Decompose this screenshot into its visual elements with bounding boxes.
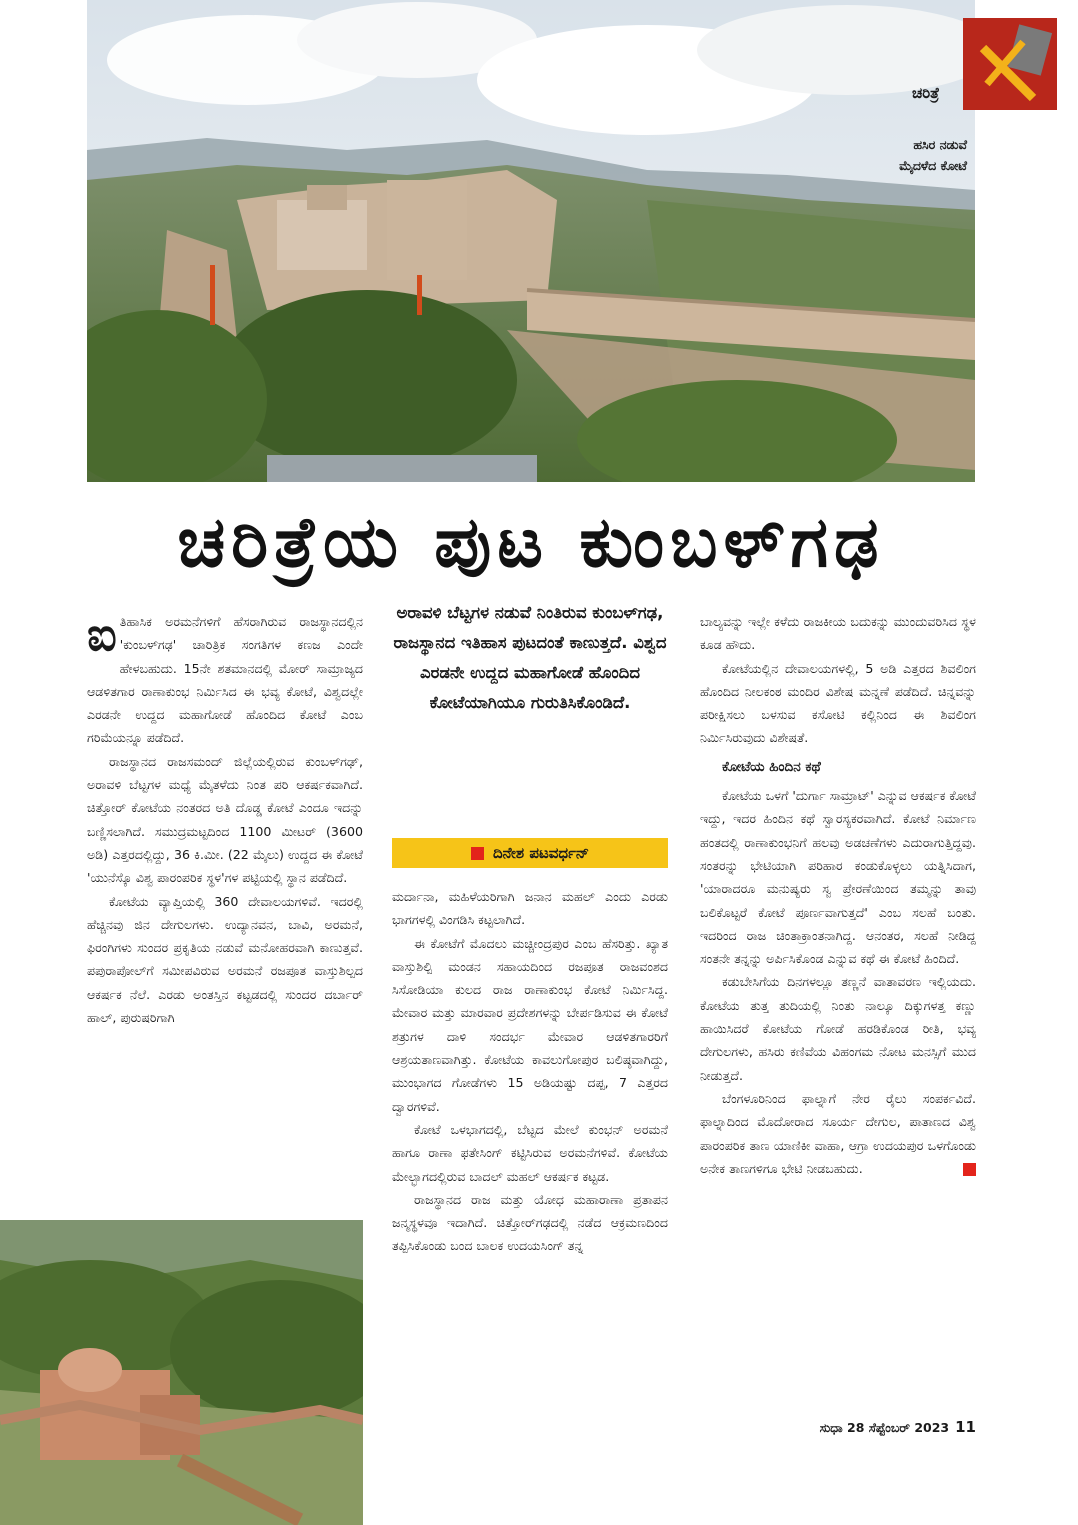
issue-info: ಸುಧಾ 28 ಸೆಪ್ಟೆಂಬರ್ 2023 [819, 1420, 950, 1435]
photo-caption-line: ಹಸಿರ ನಡುವೆ [913, 137, 967, 152]
fort-aerial-illustration [0, 1220, 363, 1525]
end-of-article-icon [963, 1163, 976, 1176]
author-byline [392, 838, 668, 868]
article-paragraph: ಕೋಟೆಯಲ್ಲಿನ ದೇವಾಲಯಗಳಲ್ಲಿ, 5 ಅಡಿ ಎತ್ತರದ ಶಿವಲಿಂಗ ಹೊಂದಿದ ನೀಲಕಂಠ ಮಂದಿರ ವಿಶೇಷ ಮನ್ನಣೆ ಪಡೆದಿದೆ. ಚಿನ್ನವನ್ನು ಪರೀಕ್ಷಿಸಲು ಬಳಸುವ ಕಸೋಟಿ ಕಲ್ಲಿನಿಂದ ಈ ಶಿವಲಿಂಗ ನಿರ್ಮಿಸಿರುವುದು ವಿಶೇಷತೆ. [700, 660, 976, 746]
photo-caption-line: ಮೈದಳೆದ ಕೋಟೆ [899, 158, 967, 173]
red-square-icon [471, 847, 484, 860]
history-emblem-icon [963, 18, 1057, 110]
author-name: ದಿನೇಶ ಪಟವರ್ಧನ್ [492, 844, 590, 862]
article-column-1 [87, 607, 363, 1029]
fort-aerial-photo [0, 1220, 363, 1525]
page-number: 11 [955, 1418, 976, 1436]
article-paragraph: ಕಡುಬೇಸಿಗೆಯ ದಿನಗಳಲ್ಲೂ ತಣ್ಣನೆ ವಾತಾವರಣ ಇಲ್ಲಿಯದು. ಕೋಟೆಯ ತುತ್ತ ತುದಿಯಲ್ಲಿ ನಿಂತು ನಾಲ್ಕೂ ದಿಕ್ಕುಗಳತ್ತ ಕಣ್ಣು ಹಾಯಿಸಿದರೆ ಕೋಟೆಯ ಗೋಡೆ ಹರಡಿಕೊಂಡ ರೀತಿ, ಭವ್ಯ ದೇಗುಲಗಳು, ಹಸಿರು ಕಣಿವೆಯ ವಿಹಂಗಮ ನೋಟ ಮನಸ್ಸಿಗೆ ಮುದ ನೀಡುತ್ತದೆ. [700, 974, 976, 1083]
article-paragraph: ಬಾಲ್ಯವನ್ನು ಇಲ್ಲೇ ಕಳೆದು ರಾಜಕೀಯ ಬದುಕನ್ನು ಮುಂದುವರಿಸಿದ ಸ್ಥಳ ಕೂಡ ಹೌದು. [700, 614, 976, 653]
hero-photo [87, 0, 975, 482]
article-paragraph: ಕೋಟೆಯ ಒಳಗೆ 'ದುರ್ಗಾ ಸಾಮ್ರಾಟ್' ಎನ್ನುವ ಆಕರ್ಷಕ ಕೋಟೆ ಇದ್ದು, ಇದರ ಹಿಂದಿನ ಕಥೆ ಸ್ವಾರಸ್ಯಕರವಾಗಿದೆ. ಕೋಟೆ ನಿರ್ಮಾಣ ಹಂತದಲ್ಲಿ ರಾಣಾಕುಂಭನಿಗೆ ಹಲವು ಅಡಚಣೆಗಳು ಎದುರಾಗುತ್ತಿದ್ದವು. ಸಂತರನ್ನು ಭೇಟಿಯಾಗಿ ಪರಿಹಾರ ಕಂಡುಕೊಳ್ಳಲು ಯತ್ನಿಸಿದಾಗ, 'ಯಾರಾದರೂ ಮನುಷ್ಯರು ಸ್ವ ಪ್ರೇರಣೆಯಿಂದ ತಮ್ಮನ್ನು ತಾವು ಬಲಿಕೊಟ್ಟರೆ ಕೋಟೆ ಪೂರ್ಣವಾಗುತ್ತದೆ' ಎಂಬ ಸಲಹೆ ಬಂತು. ಇದರಿಂದ ರಾಜ ಚಿಂತಾಕ್ರಾಂತನಾಗಿದ್ದ. ಆನಂತರ, ಸಲಹೆ ನೀಡಿದ್ದ ಸಂತನೇ ತನ್ನನ್ನು ಅರ್ಪಿಸಿಕೊಂಡ ಎನ್ನುವ ಕಥೆ ಈ ಕೋಟೆ ಹಿಂದಿದೆ. [700, 788, 976, 967]
article-paragraph: ಕೋಟೆಯ ವ್ಯಾಪ್ತಿಯಲ್ಲಿ 360 ದೇವಾಲಯಗಳಿವೆ. ಇದರಲ್ಲಿ ಹೆಚ್ಚಿನವು ಜಿನ ದೇಗುಲಗಳು. ಉದ್ಯಾನವನ, ಬಾವಿ, ಅರಮನೆ, ಫಿರಂಗಿಗಳು ಸುಂದರ ಪ್ರಕೃತಿಯ ನಡುವೆ ಮನೋಹರವಾಗಿ ಕಾಣುತ್ತವೆ. ಪಪುರಾಪೋಲ್‌ಗೆ ಸಮೀಪವಿರುವ ಅರಮನೆ ರಜಪೂತ ವಾಸ್ತುಶಿಲ್ಪದ ಆಕರ್ಷಕ ನೆಲೆ. ಎರಡು ಅಂತಸ್ತಿನ ಕಟ್ಟಡದಲ್ಲಿ ಸುಂದರ ದರ್ಬಾರ್ ಹಾಲ್, ಪುರುಷರಿಗಾಗಿ [87, 893, 363, 1026]
article-column-2 [392, 885, 668, 1258]
article-paragraph: ಐತಿಹಾಸಿಕ ಅರಮನೆಗಳಿಗೆ ಹೆಸರಾಗಿರುವ ರಾಜಸ್ಥಾನದಲ್ಲಿನ 'ಕುಂಬಳ್‌ಗಢ' ಚಾರಿತ್ರಿಕ ಸಂಗತಿಗಳ ಕಣಜ ಎಂದೇ ಹೇಳಬಹುದು. 15ನೇ ಶತಮಾನದಲ್ಲಿ ಮೋರ್ ಸಾಮ್ರಾಜ್ಯದ ಆಡಳಿತಗಾರ ರಾಣಾಕುಂಭ ನಿರ್ಮಿಸಿದ ಈ ಭವ್ಯ ಕೋಟೆ, ವಿಶ್ವದಲ್ಲೇ ಎರಡನೇ ಉದ್ದದ ಮಹಾಗೋಡೆ ಹೊಂದಿದ ಕೋಟೆ ಎಂಬ ಗರಿಮೆಯನ್ನೂ ಪಡೆದಿದೆ. [87, 607, 363, 746]
drop-cap: ಐ [87, 607, 117, 661]
article-paragraph: ರಾಜಸ್ಥಾನದ ರಾಜಸಮಂದ್ ಜಿಲ್ಲೆಯಲ್ಲಿರುವ ಕುಂಬಳ್‌ಗಢ್, ಅರಾವಳಿ ಬೆಟ್ಟಗಳ ಮಧ್ಯೆ ಮೈತಳೆದು ನಿಂತ ಪರಿ ಆಕರ್ಷಕವಾಗಿದೆ. ಚಿತ್ತೋರ್ ಕೋಟೆಯ ನಂತರದ ಅತಿ ದೊಡ್ಡ ಕೋಟೆ ಎಂದೂ ಇದನ್ನು ಬಣ್ಣಿಸಲಾಗಿದೆ. ಸಮುದ್ರಮಟ್ಟದಿಂದ 1100 ಮೀಟರ್ (3600 ಅಡಿ) ಎತ್ತರದಲ್ಲಿದ್ದು, 36 ಕಿ.ಮೀ. (22 ಮೈಲು) ಉದ್ದದ ಈ ಕೋಟೆ 'ಯುನೆಸ್ಕೊ ವಿಶ್ವ ಪಾರಂಪರಿಕ ಸ್ಥಳ'ಗಳ ಪಟ್ಟಿಯಲ್ಲಿ ಸ್ಥಾನ ಪಡೆದಿದೆ. [87, 753, 363, 886]
photo-caption [862, 134, 967, 176]
headline: ಚರಿತ್ರೆಯ ಪುಟ ಕುಂಬಳ್‌ಗಢ [177, 501, 885, 583]
article-paragraph: ಕೋಟೆ ಒಳಭಾಗದಲ್ಲಿ, ಬೆಟ್ಟದ ಮೇಲೆ ಕುಂಭನ್ ಅರಮನೆ ಹಾಗೂ ರಾಣಾ ಫತೇಸಿಂಗ್ ಕಟ್ಟಿಸಿರುವ ಅರಮನೆಗಳಿವೆ. ಕೋಟೆಯ ಮೇಲ್ಭಾಗದಲ್ಲಿರುವ ಬಾದಲ್ ಮಹಲ್ ಆಕರ್ಷಕ ಕಟ್ಟಡ. [392, 1121, 668, 1184]
article-paragraph: ಮರ್ದಾನಾ, ಮಹಿಳೆಯರಿಗಾಗಿ ಜನಾನ ಮಹಲ್ ಎಂದು ಎರಡು ಭಾಗಗಳಲ್ಲಿ ವಿಂಗಡಿಸಿ ಕಟ್ಟಲಾಗಿದೆ. [392, 889, 668, 928]
section-badge [963, 18, 1057, 110]
fort-landscape-illustration [87, 0, 975, 482]
section-label: ಚರಿತ್ರೆ [912, 84, 940, 102]
article-paragraph: ರಾಜಸ್ಥಾನದ ರಾಜ ಮತ್ತು ಯೋಧ ಮಹಾರಾಣಾ ಪ್ರತಾಪನ ಜನ್ಮಸ್ಥಳವೂ ಇದಾಗಿದೆ. ಚಿತ್ತೋರ್‌ಗಢದಲ್ಲಿ ನಡೆದ ಆಕ್ರಮಣದಿಂದ ತಪ್ಪಿಸಿಕೊಂಡು ಬಂದ ಬಾಲಕ ಉದಯಸಿಂಗ್ ತನ್ನ [392, 1191, 668, 1254]
pull-quote: ಅರಾವಳಿ ಬೆಟ್ಟಗಳ ನಡುವೆ ನಿಂತಿರುವ ಕುಂಬಳ್‌ಗಢ, ರಾಜಸ್ಥಾನದ ಇತಿಹಾಸ ಪುಟದಂತೆ ಕಾಣುತ್ತದೆ. ವಿಶ್ವದ ಎರಡನೇ ಉದ್ದದ ಮಹಾಗೋಡೆ ಹೊಂದಿದ ಕೋಟೆಯಾಗಿಯೂ ಗುರುತಿಸಿಕೊಂಡಿದೆ. [393, 603, 667, 712]
page-footer [800, 1418, 976, 1436]
article-paragraph: ಈ ಕೋಟೆಗೆ ಮೊದಲು ಮಚ್ಚೀಂದ್ರಪುರ ಎಂಬ ಹೆಸರಿತ್ತು. ಖ್ಯಾತ ವಾಸ್ತುಶಿಲ್ಪಿ ಮಂಡನ ಸಹಾಯದಿಂದ ರಜಪೂತ ರಾಜವಂಶದ ಸಿಸೋಡಿಯಾ ಕುಲದ ರಾಜ ರಾಣಾಕುಂಭ ಕೋಟೆ ನಿರ್ಮಿಸಿದ್ದ. ಮೇವಾರ ಮತ್ತು ಮಾರವಾರ ಪ್ರದೇಶಗಳನ್ನು ಬೇರ್ಪಡಿಸುವ ಈ ಕೋಟೆ ಶತ್ರುಗಳ ದಾಳಿ ಸಂದರ್ಭ ಮೇವಾರ ಆಡಳಿತಗಾರರಿಗೆ ಆಶ್ರಯತಾಣವಾಗಿತ್ತು. ಕೋಟೆಯ ಕಾವಲುಗೋಪುರ ಬಲಿಷ್ಠವಾಗಿದ್ದು, ಮುಂಭಾಗದ ಗೋಡೆಗಳು 15 ಅಡಿಯಷ್ಟು ದಪ್ಪ, 7 ಎತ್ತರದ ದ್ವಾರಗಳಿವೆ. [392, 935, 668, 1114]
article-paragraph: ಬೆಂಗಳೂರಿನಿಂದ ಫಾಲ್ನಾಗೆ ನೇರ ರೈಲು ಸಂಪರ್ಕವಿದೆ. ಫಾಲ್ನಾದಿಂದ ಮೊದೋರಾದ ಸೂರ್ಯ ದೇಗುಲ, ಪಾತಾಣದ ವಿಶ್ವ ಪಾರಂಪರಿಕ ತಾಣ ಯಾಣಿಕೀ ವಾಹಾ, ಆಗ್ರಾ ಉದಯಪುರ ಒಳಗೊಂಡು ಅನೇಕ ತಾಣಗಳಿಗೂ ಭೇಟಿ ನೀಡಬಹುದು. [700, 1090, 976, 1176]
article-column-3 [700, 610, 976, 1180]
section-subheading: ಕೋಟೆಯ ಹಿಂದಿನ ಕಥೆ [722, 758, 821, 775]
